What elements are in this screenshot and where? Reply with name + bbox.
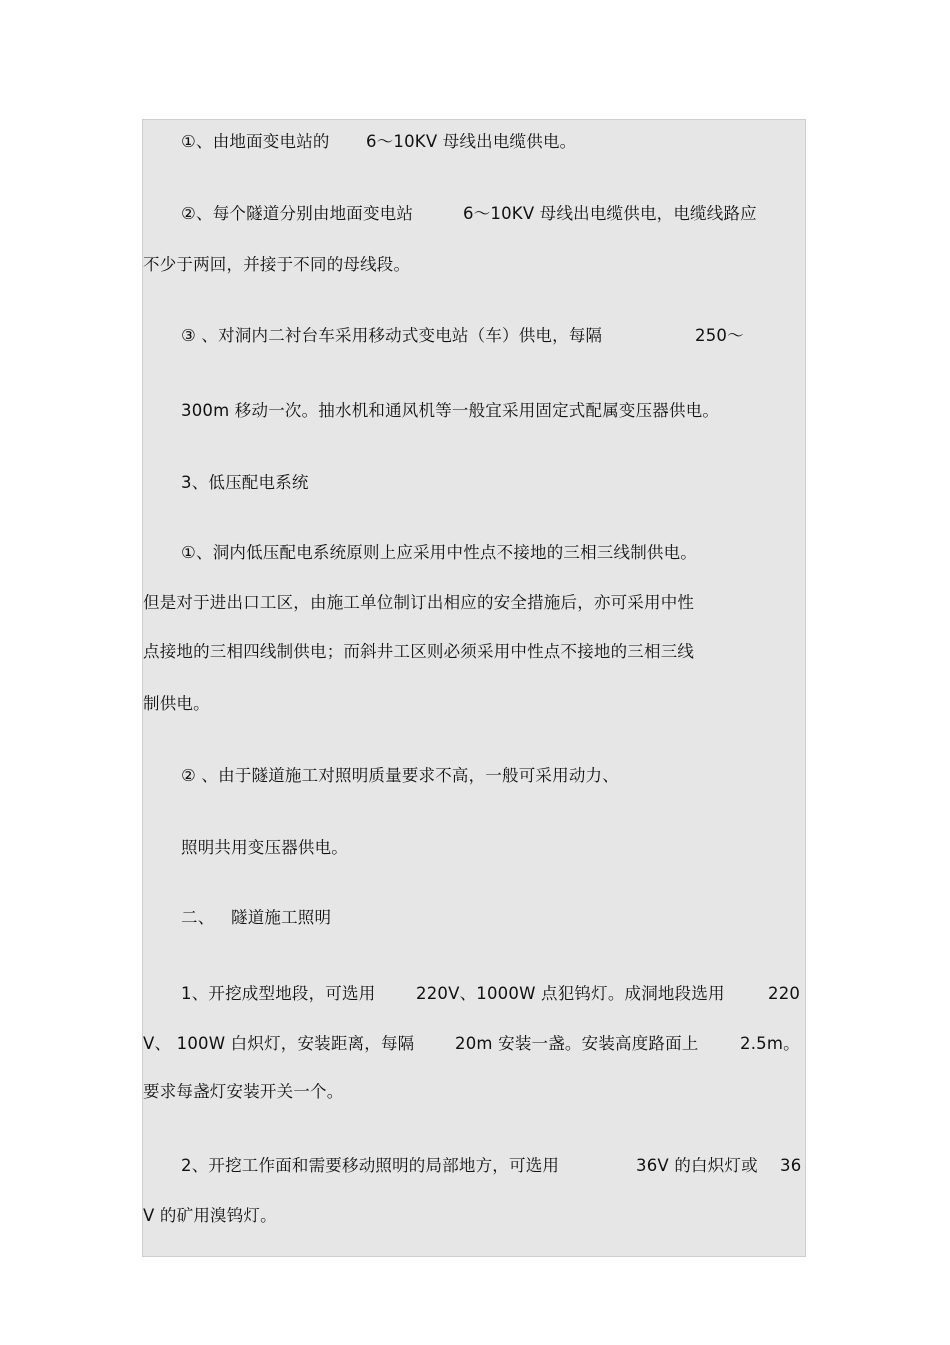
text-line: ② 、由于隧道施工对照明质量要求不高，一般可采用动力、 bbox=[181, 766, 619, 785]
text-line: 20m 安装一盏。安装高度路面上 bbox=[455, 1034, 699, 1053]
text-line: 6～10KV 母线出电缆供电。 bbox=[366, 132, 577, 151]
text-line: ②、每个隧道分别由地面变电站 bbox=[181, 204, 414, 223]
text-line: 220 bbox=[768, 984, 801, 1003]
text-line: 但是对于进出口工区，由施工单位制订出相应的安全措施后，亦可采用中性 bbox=[143, 593, 695, 612]
section-heading-number: 二、 bbox=[181, 908, 215, 927]
text-line: 36 bbox=[780, 1156, 802, 1175]
text-line: 照明共用变压器供电。 bbox=[181, 838, 348, 857]
section-heading: 隧道施工照明 bbox=[231, 908, 332, 927]
section-heading: 3、低压配电系统 bbox=[181, 473, 309, 492]
text-line: V 的矿用溴钨灯。 bbox=[143, 1206, 277, 1225]
text-line: 220V、1000W 点犯钨灯。成洞地段选用 bbox=[416, 984, 725, 1003]
text-line: 要求每盏灯安装开关一个。 bbox=[143, 1082, 344, 1101]
text-line: ①、洞内低压配电系统原则上应采用中性点不接地的三相三线制供电。 bbox=[181, 543, 697, 562]
text-line: ③ 、对洞内二衬台车采用移动式变电站（车）供电，每隔 bbox=[181, 326, 603, 345]
text-line: 制供电。 bbox=[143, 694, 210, 713]
text-line: 2.5m。 bbox=[740, 1034, 800, 1053]
text-line: 点接地的三相四线制供电；而斜井工区则必须采用中性点不接地的三相三线 bbox=[143, 642, 695, 661]
text-line: 250～ bbox=[695, 326, 744, 345]
text-line: ①、由地面变电站的 bbox=[181, 132, 330, 151]
text-line: 6～10KV 母线出电缆供电，电缆线路应 bbox=[463, 204, 757, 223]
text-line: 1、开挖成型地段，可选用 bbox=[181, 984, 376, 1003]
text-line: 不少于两回，并接于不同的母线段。 bbox=[143, 255, 411, 274]
text-line: V、 100W 白炽灯，安装距离，每隔 bbox=[143, 1034, 415, 1053]
text-line: 2、开挖工作面和需要移动照明的局部地方，可选用 bbox=[181, 1156, 560, 1175]
text-line: 36V 的白炽灯或 bbox=[636, 1156, 758, 1175]
text-line: 300m 移动一次。抽水机和通风机等一般宜采用固定式配属变压器供电。 bbox=[181, 401, 720, 420]
